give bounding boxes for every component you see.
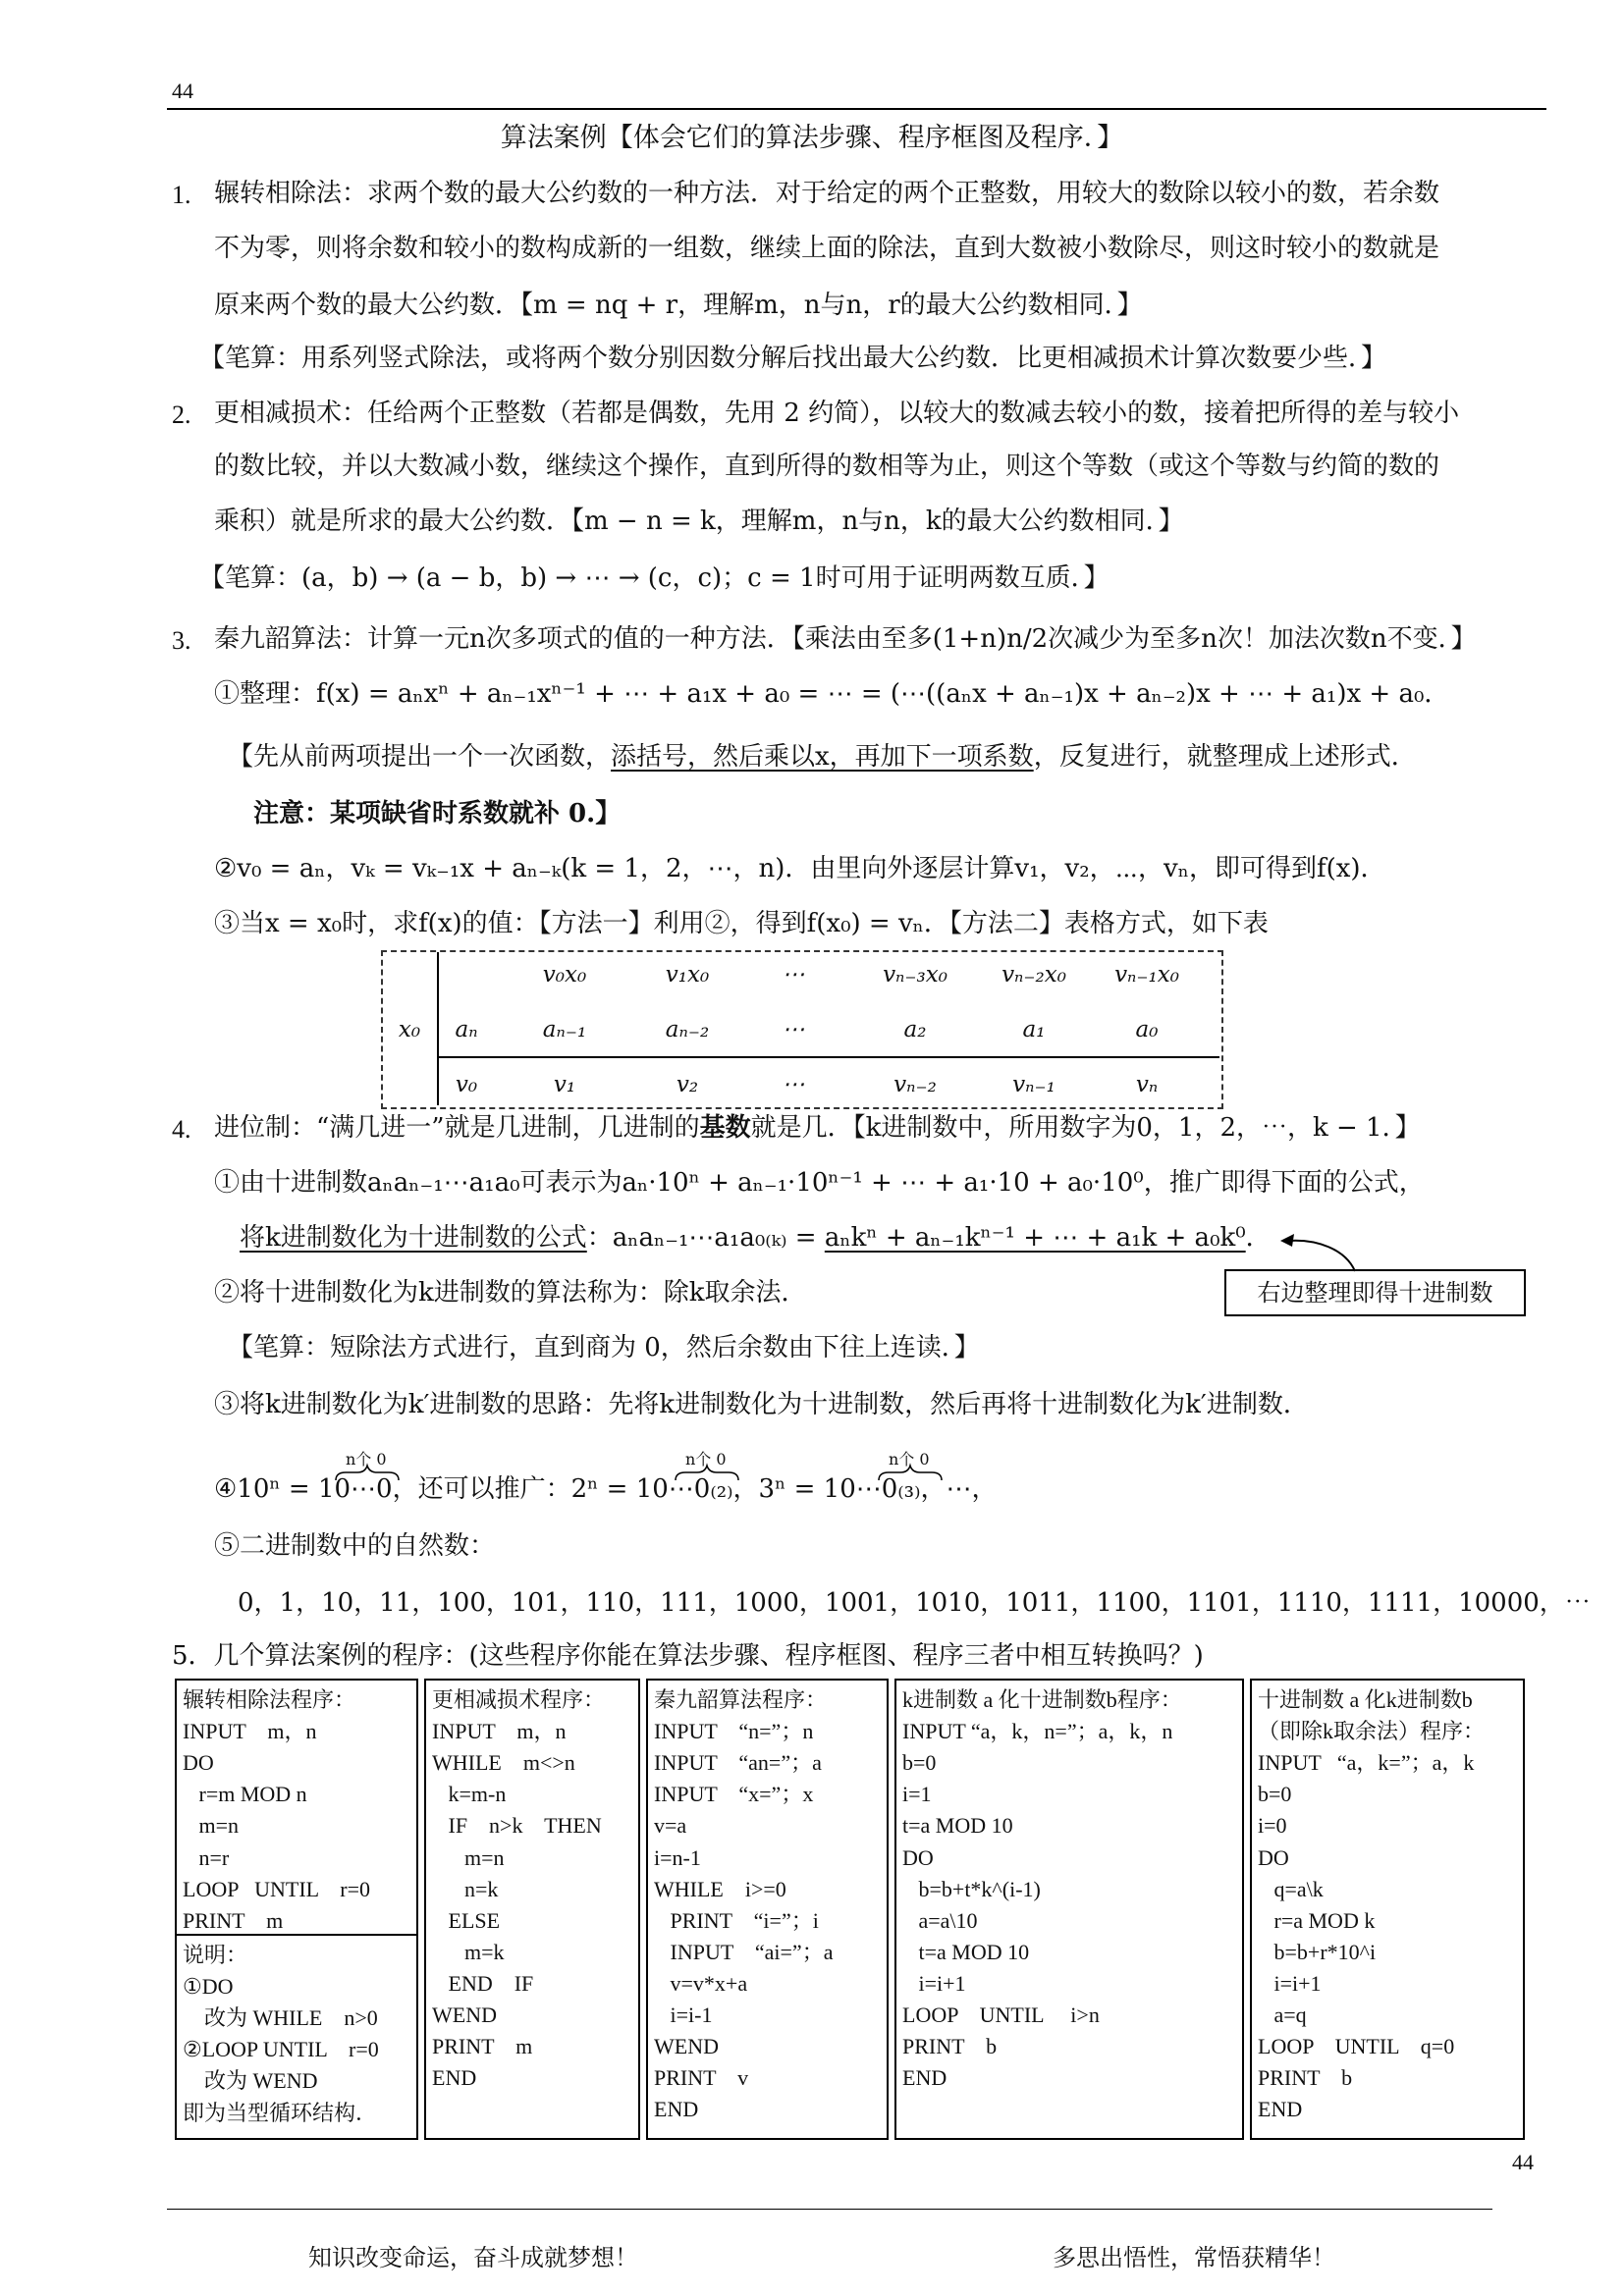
table-row3-cell: ⋯ [782, 1072, 805, 1097]
sec3-item2: ②v₀ = aₙ，vₖ = vₖ₋₁x + aₙ₋ₖ(k = 1，2，⋯，n)．由里向外逐层计算v₁，v₂，⋯，vₙ，即可得到f(x)． [214, 854, 1386, 883]
sec4-item1b-d: ． [1245, 1223, 1272, 1253]
table-row3-cell: vₙ₋₁ [1012, 1072, 1056, 1097]
sec3-number: 3. [172, 626, 191, 655]
table-row1-cell: v₁x₀ [665, 962, 710, 988]
sec2-line1: 更相减损术：任给两个正整数（若都是偶数，先用 2 约简），以较大的数减去较小的数，接着把所得的差与较小 [214, 399, 1460, 428]
sec2-line2: 的数比较，并以大数减小数，继续这个操作，直到所得的数相等为止，则这个等数（或这个等数与约简的数的 [214, 452, 1440, 481]
sec4-item1b-a: 将k进制数化为十进制数的公式 [240, 1223, 587, 1253]
sec3-note-c: ，反复进行，就整理成上述形式． [1033, 742, 1417, 772]
sec4-item2: ②将十进制数化为k进制数的算法称为：除k取余法． [214, 1278, 807, 1308]
sec4-item4 [214, 1476, 997, 1502]
table-row2-cell: a₀ [1135, 1017, 1159, 1042]
table-row1-cell: vₙ₋₁x₀ [1114, 962, 1179, 988]
program-euclid-note: 说明： ①DO 改为 WHILE n>0 ②LOOP UNTIL r=0 改为 WEND 即为当型循环结构． [175, 1934, 418, 2140]
program-subtract: 更相减损术程序： INPUT m，n WHILE m<>n k=m-n IF n>k THEN m=n n=k ELSE m=k END IF WEND PRINT m END [424, 1679, 640, 2140]
binary-sequence: 0，1，10，11，100，101，110，111，1000，1001，1010，1011，1100，1101，1110，1111，10000，⋯ [238, 1588, 1591, 1618]
program-k-to-decimal: k进制数 a 化十进制数b程序： INPUT “a，k，n=”；a，k，n b=0 i=1 t=a MOD 10 DO b=b+t*k^(i-1) a=a\10 t=a MOD 10 i=i+1 LOOP UNTIL i>n PRINT b END [894, 1679, 1244, 2140]
sec3-item1: ①整理：f(x) = aₙxⁿ + aₙ₋₁xⁿ⁻¹ + ⋯ + a₁x + a₀ = ⋯ = (⋯((aₙx + aₙ₋₁)x + aₙ₋₂)x + ⋯ + a₁)x + a₀． [214, 679, 1450, 709]
footer-rule [167, 2209, 1492, 2210]
sec4-item4-d: ₍₃₎，⋯， [897, 1474, 998, 1504]
sec1-number: 1. [172, 181, 191, 209]
table-row3-cell: v₁ [553, 1072, 576, 1097]
sec5-title: 5．几个算法案例的程序：(这些程序你能在算法步骤、程序框图、程序三者中相互转换吗？) [172, 1641, 1204, 1671]
zeros-2: 0⋯0 [652, 1474, 711, 1504]
sec4-line1-keyword: 基数 [699, 1113, 751, 1143]
sec1-note: 【笔算：用系列竖式除法，或将两个数分别因数分解后找出最大公约数．比更相减损术计算次数要少些．】 [199, 344, 1387, 373]
brace-label-2: n个 0 [685, 1450, 727, 1468]
table-row2-cell: a₂ [903, 1017, 927, 1042]
footer-right-motto: 多思出悟性，常悟获精华！ [1053, 2244, 1335, 2271]
table-row2-cell: a₁ [1022, 1017, 1046, 1042]
sec4-item3: ③将k进制数化为k′进制数的思路：先将k进制数化为十进制数，然后再将十进制数化为k′进制数． [214, 1390, 1309, 1419]
sec2-line3: 乘积）就是所求的最大公约数．【m − n = k，理解m，n与n，k的最大公约数相同．】 [214, 507, 1184, 536]
table-row1-cell: v₀x₀ [542, 962, 587, 988]
sec4-item5: ⑤二进制数中的自然数： [214, 1531, 496, 1561]
sec4-item4-a: ④10ⁿ = 1 [214, 1474, 335, 1504]
program-euclid: 辗转相除法程序： INPUT m，n DO r=m MOD n m=n n=r LOOP UNTIL r=0 PRINT m [175, 1679, 418, 1936]
table-row1-cell: vₙ₋₂x₀ [1001, 962, 1066, 988]
sec4-item4-c: ₍₂₎，3ⁿ = 1 [710, 1474, 840, 1504]
sec4-item1b-c: aₙkⁿ + aₙ₋₁kⁿ⁻¹ + ⋯ + a₁k + a₀k⁰ [824, 1223, 1246, 1253]
program-decimal-to-k: 十进制数 a 化k进制数b （即除k取余法）程序： INPUT “a，k=”；a，k b=0 i=0 DO q=a\k r=a MOD k b=b+r*10^i i=i+1 a=q LOOP UNTIL q=0 PRINT b END [1250, 1679, 1525, 2140]
table-row2-cell: ⋯ [782, 1017, 805, 1042]
table-row3-cell: v₂ [676, 1072, 699, 1097]
sec4-item1b-b: ：aₙaₙ₋₁⋯a₁a₀₍ₖ₎ = [586, 1223, 825, 1253]
sec3-note-b: 添括号，然后乘以x，再加下一项系数 [611, 742, 1034, 772]
table-row3-cell: vₙ [1135, 1072, 1159, 1097]
brace-label-3: n个 0 [889, 1450, 930, 1468]
sec4-line1-a: 进位制：“满几进一”就是几进制，几进制的 [214, 1113, 700, 1143]
footer-page-number: 44 [1512, 2150, 1534, 2174]
sec4-line1-c: 就是几．【k进制数中，所用数字为0，1，2，⋯，k − 1．】 [750, 1113, 1421, 1143]
sec4-item4-b: ，还可以推广：2ⁿ = 1 [392, 1474, 653, 1504]
sec4-number: 4. [172, 1115, 191, 1144]
sec3-note-a: 【先从前两项提出一个一次函数， [228, 742, 612, 772]
sec3-note2: 注意：某项缺省时系数就补 0.】 [253, 799, 622, 828]
sec2-note: 【笔算：(a，b) → (a − b，b) → ⋯ → (c，c)；c = 1时可用于证明两数互质．】 [199, 563, 1110, 593]
sec1-line1: 辗转相除法：求两个数的最大公约数的一种方法．对于给定的两个正整数，用较大的数除以较小的数，若余数 [214, 179, 1440, 208]
sec1-line3: 原来两个数的最大公约数．【m = nq + r，理解m，n与n，r的最大公约数相同．】 [214, 291, 1143, 320]
sec4-item1: ①由十进制数aₙaₙ₋₁⋯a₁a₀可表示为aₙ·10ⁿ + aₙ₋₁·10ⁿ⁻¹ + ⋯ + a₁·10 + a₀·10⁰，推广即得下面的公式， [214, 1168, 1425, 1198]
zeros-3: 0⋯0 [839, 1474, 898, 1504]
header-page-number: 44 [172, 79, 193, 103]
table-row1-cell: vₙ₋₃x₀ [883, 962, 947, 988]
table-row2-cell: aₙ [455, 1017, 478, 1042]
table-row3-cell: v₀ [455, 1072, 478, 1097]
zeros-1: 0⋯0 [334, 1474, 393, 1504]
page-title: 算法案例【体会它们的算法步骤、程序框图及程序．】 [500, 123, 1124, 153]
sec1-line2: 不为零，则将余数和较小的数构成新的一组数，继续上面的除法，直到大数被小数除尽，则这时较小的数就是 [214, 234, 1440, 263]
brace-label-1: n个 0 [346, 1450, 387, 1468]
sec3-item3: ③当x = x₀时，求f(x)的值：【方法一】利用②，得到f(x₀) = vₙ．【方法二】表格方式，如下表 [214, 909, 1269, 938]
sec4-note: 【笔算：短除法方式进行，直到商为 0，然后余数由下往上连读．】 [228, 1333, 980, 1362]
table-row3-cell: vₙ₋₂ [893, 1072, 937, 1097]
footer-left-motto: 知识改变命运，奋斗成就梦想！ [308, 2244, 638, 2271]
sec2-number: 2. [172, 400, 191, 429]
sec3-line1: 秦九韶算法：计算一元n次多项式的值的一种方法．【乘法由至多(1+n)n/2次减少为至多n次！加法次数n不变．】 [214, 624, 1477, 654]
program-horner: 秦九韶算法程序： INPUT “n=”；n INPUT “an=”；a INPUT “x=”；x v=a i=n-1 WHILE i>=0 PRINT “i=”；i INPUT “ai=”；a v=v*x+a i=i-1 WEND PRINT v END [646, 1679, 889, 2140]
callout-box: 右边整理即得十进制数 [1224, 1269, 1526, 1316]
table-x0-label: x₀ [398, 1017, 421, 1042]
table-row2-cell: aₙ₋₁ [542, 1017, 587, 1042]
table-row2-cell: aₙ₋₂ [665, 1017, 710, 1042]
table-row1-cell: ⋯ [782, 962, 805, 988]
